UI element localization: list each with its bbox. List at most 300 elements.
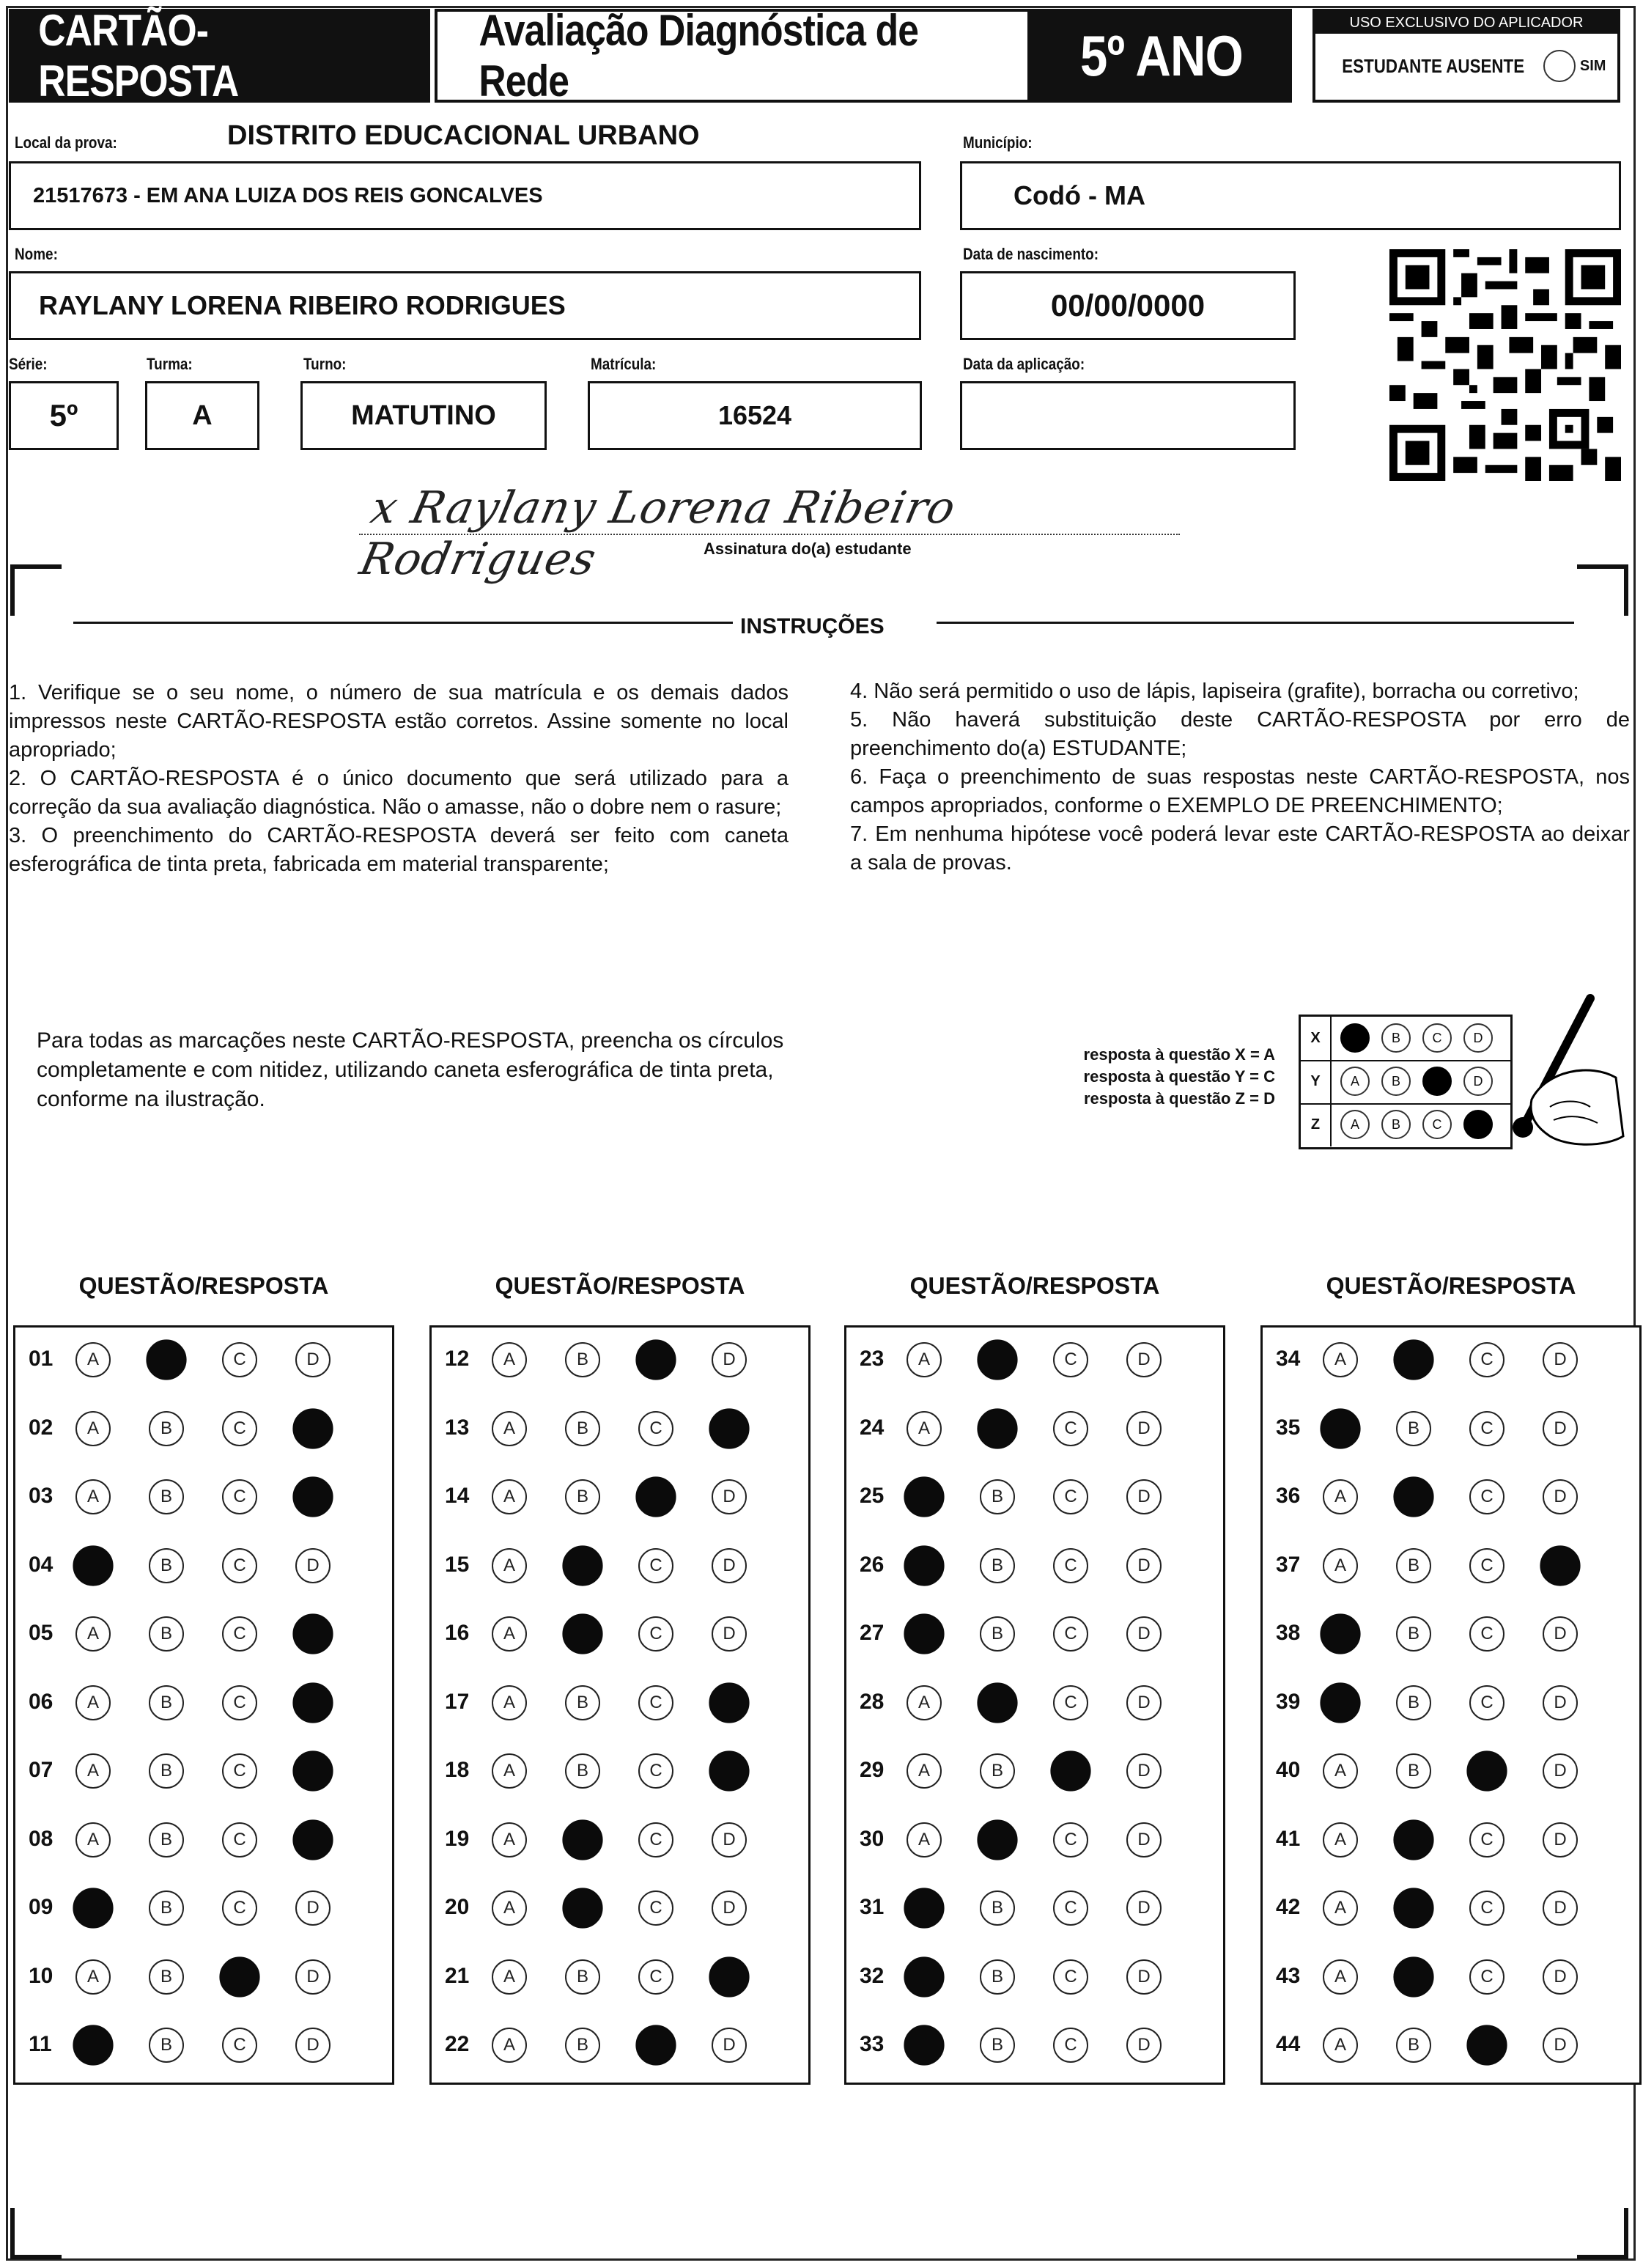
corner-mark-bottom-left — [10, 2208, 62, 2259]
answer-bubble[interactable] — [635, 1339, 676, 1380]
answer-bubble[interactable]: C — [1469, 1822, 1504, 1858]
answer-bubble[interactable] — [635, 1476, 676, 1517]
answer-bubble[interactable]: D — [1543, 1685, 1578, 1720]
question-row — [1263, 1544, 1639, 1588]
answer-bubble[interactable]: D — [712, 1822, 747, 1858]
question-row — [15, 1544, 392, 1588]
answer-bubble[interactable]: D — [712, 2028, 747, 2063]
answer-bubble[interactable]: C — [1469, 1959, 1504, 1995]
question-row — [15, 1612, 392, 1656]
answer-bubble[interactable] — [635, 2025, 676, 2065]
answer-bubble[interactable]: B — [980, 1548, 1015, 1583]
nome-field — [9, 271, 921, 340]
answer-bubble[interactable]: D — [295, 2028, 331, 2063]
answer-bubble[interactable]: D — [1543, 1342, 1578, 1377]
answer-bubble[interactable]: D — [1543, 1753, 1578, 1789]
hand-pen-icon — [1480, 990, 1627, 1158]
example-bubble: A — [1340, 1110, 1370, 1139]
question-number: 20 — [445, 1895, 470, 1919]
answer-bubble[interactable] — [146, 1339, 186, 1380]
answer-bubble[interactable]: C — [1469, 1548, 1504, 1583]
answer-bubble[interactable] — [73, 1888, 113, 1928]
corner-mark-top-left — [10, 564, 62, 616]
answer-bubble[interactable] — [977, 1819, 1017, 1860]
question-row — [846, 1749, 1223, 1793]
example-row-label: Z — [1301, 1103, 1332, 1146]
answer-bubble[interactable]: C — [1053, 1822, 1088, 1858]
qr-code — [1389, 249, 1621, 481]
answer-bubble[interactable]: B — [565, 1411, 600, 1446]
answer-bubble[interactable] — [292, 1613, 333, 1654]
answer-bubble[interactable]: B — [565, 2028, 600, 2063]
answer-bubble[interactable]: C — [222, 1411, 257, 1446]
answer-bubble[interactable]: C — [638, 1890, 673, 1926]
question-row — [846, 1544, 1223, 1588]
example-bubble: D — [1463, 1067, 1493, 1096]
answer-bubble[interactable]: C — [1053, 1959, 1088, 1995]
instruction-7: 7. Em nenhuma hipótese você poderá levar este CARTÃO-RESPOSTA ao deixar a sala de provas. — [850, 822, 1630, 875]
nome-label: Nome: — [15, 245, 58, 263]
question-number: 02 — [29, 1415, 53, 1440]
question-row — [15, 2023, 392, 2067]
instructions-title: INSTRUÇÕES — [740, 614, 885, 638]
answer-bubble[interactable] — [562, 1545, 602, 1586]
question-number: 21 — [445, 1963, 470, 1988]
question-row — [846, 1681, 1223, 1725]
exam-title-text: Avaliação Diagnóstica de Rede — [479, 6, 919, 106]
question-number: 38 — [1276, 1621, 1301, 1645]
question-row — [15, 1749, 392, 1793]
question-row — [15, 1338, 392, 1382]
instructions-right — [850, 677, 1630, 877]
answer-bubble[interactable]: D — [1126, 1685, 1162, 1720]
question-row — [846, 1407, 1223, 1451]
question-row — [1263, 1886, 1639, 1930]
absent-label: ESTUDANTE AUSENTE — [1341, 54, 1524, 77]
answer-bubble[interactable]: C — [222, 1822, 257, 1858]
answer-bubble[interactable]: C — [1053, 1342, 1088, 1377]
answer-bubble[interactable]: B — [149, 1685, 184, 1720]
answer-bubble[interactable]: A — [75, 1411, 111, 1446]
answer-bubble[interactable] — [977, 1339, 1017, 1380]
answer-bubble[interactable]: D — [295, 1890, 331, 1926]
answer-bubble[interactable] — [1320, 1408, 1360, 1448]
answer-bubble[interactable]: D — [295, 1342, 331, 1377]
question-number: 17 — [445, 1689, 470, 1714]
answer-bubble[interactable] — [709, 1408, 749, 1448]
answer-bubble[interactable] — [73, 1545, 113, 1586]
answer-bubble[interactable] — [219, 1956, 259, 1997]
question-row — [15, 1475, 392, 1519]
answer-bubble[interactable]: D — [1126, 1411, 1162, 1446]
answer-bubble[interactable]: C — [222, 1616, 257, 1652]
answer-bubble[interactable]: C — [222, 1342, 257, 1377]
answer-bubble[interactable]: D — [712, 1548, 747, 1583]
answer-bubble[interactable]: D — [1126, 1616, 1162, 1652]
answer-bubble[interactable]: C — [638, 1753, 673, 1789]
answer-bubble[interactable] — [1393, 1956, 1433, 1997]
answer-bubble[interactable]: B — [149, 1548, 184, 1583]
answer-bubble[interactable]: B — [149, 1959, 184, 1995]
question-number: 19 — [445, 1826, 470, 1851]
aplicacao-field — [960, 381, 1296, 450]
answer-bubble[interactable]: D — [1543, 2028, 1578, 2063]
answer-bubble[interactable]: A — [492, 1685, 527, 1720]
answer-bubble[interactable]: A — [1323, 1822, 1358, 1858]
question-number: 44 — [1276, 2032, 1301, 2056]
answer-bubble[interactable]: D — [1126, 1959, 1162, 1995]
answer-bubble[interactable]: D — [1126, 1753, 1162, 1789]
answer-bubble[interactable]: A — [492, 1411, 527, 1446]
answer-bubble[interactable]: D — [1126, 1548, 1162, 1583]
answer-bubble[interactable]: C — [1053, 1548, 1088, 1583]
question-row — [846, 1886, 1223, 1930]
instruction-5: 5. Não haverá substituição deste CARTÃO-RESPOSTA por erro de preenchimento do(a) ESTUDANTE; — [850, 708, 1630, 760]
answer-bubble[interactable]: B — [980, 1479, 1015, 1514]
answer-bubble[interactable] — [904, 2025, 944, 2065]
answer-bubble[interactable]: D — [712, 1890, 747, 1926]
answer-bubble[interactable]: D — [712, 1479, 747, 1514]
question-row — [432, 1612, 808, 1656]
question-number: 33 — [860, 2032, 885, 2056]
column-header: QUESTÃO/RESPOSTA — [909, 1273, 1160, 1299]
answer-bubble[interactable]: D — [1126, 1342, 1162, 1377]
matricula-label: Matrícula: — [591, 355, 657, 373]
example-bubble: A — [1340, 1067, 1370, 1096]
legend-y: resposta à questão Y = C — [1083, 1067, 1275, 1086]
serie-value: 5º — [49, 398, 78, 432]
answer-bubble[interactable]: C — [638, 1685, 673, 1720]
answer-bubble[interactable]: A — [1323, 1753, 1358, 1789]
answer-bubble[interactable]: D — [1543, 1959, 1578, 1995]
example-legend — [1033, 1044, 1275, 1110]
answer-bubble[interactable]: B — [1396, 1411, 1431, 1446]
answer-bubble[interactable]: C — [638, 1959, 673, 1995]
answer-bubble[interactable]: C — [222, 1890, 257, 1926]
answer-bubble[interactable] — [1050, 1750, 1090, 1791]
answer-bubble[interactable]: D — [1126, 1822, 1162, 1858]
answer-bubble[interactable]: D — [1543, 1479, 1578, 1514]
answer-bubble[interactable]: B — [565, 1753, 600, 1789]
answer-bubble[interactable]: A — [75, 1342, 111, 1377]
municipio-field — [960, 161, 1621, 230]
answer-bubble[interactable] — [1393, 1888, 1433, 1928]
answer-bubble[interactable] — [904, 1888, 944, 1928]
answer-bubble[interactable]: C — [638, 1822, 673, 1858]
school-value: 21517673 - EM ANA LUIZA DOS REIS GONCALVES — [33, 183, 543, 207]
answer-bubble[interactable] — [292, 1682, 333, 1723]
question-row — [1263, 1681, 1639, 1725]
answer-bubble[interactable]: C — [1469, 1342, 1504, 1377]
answer-bubble[interactable]: A — [75, 1479, 111, 1514]
answer-bubble[interactable] — [1466, 1750, 1507, 1791]
example-row-label: X — [1301, 1017, 1332, 1060]
answer-bubble[interactable]: B — [565, 1959, 600, 1995]
question-number: 34 — [1276, 1347, 1301, 1371]
answer-bubble[interactable] — [292, 1476, 333, 1517]
question-row — [432, 1886, 808, 1930]
municipio-value: Codó - MA — [1014, 180, 1145, 210]
answer-bubble[interactable] — [1466, 2025, 1507, 2065]
question-number: 28 — [860, 1689, 885, 1714]
question-row — [1263, 1475, 1639, 1519]
answer-bubble[interactable]: B — [565, 1342, 600, 1377]
answer-bubble[interactable]: B — [1396, 1616, 1431, 1652]
question-number: 08 — [29, 1826, 53, 1851]
question-row — [1263, 1612, 1639, 1656]
answer-column — [844, 1325, 1225, 2085]
answer-bubble[interactable]: C — [222, 1548, 257, 1583]
question-row — [432, 1681, 808, 1725]
answer-bubble[interactable]: D — [1543, 1411, 1578, 1446]
question-number: 05 — [29, 1621, 53, 1645]
answer-bubble[interactable]: B — [980, 1890, 1015, 1926]
answer-bubble[interactable]: C — [1053, 2028, 1088, 2063]
answer-bubble[interactable]: A — [907, 1685, 942, 1720]
answer-bubble[interactable] — [1540, 1545, 1580, 1586]
turma-field — [145, 381, 259, 450]
answer-bubble[interactable]: C — [638, 1548, 673, 1583]
serie-label: Série: — [9, 355, 48, 373]
question-row — [846, 2023, 1223, 2067]
question-row — [846, 1818, 1223, 1862]
answer-bubble[interactable]: C — [1053, 1616, 1088, 1652]
question-number: 42 — [1276, 1895, 1301, 1919]
answer-bubble[interactable] — [1393, 1476, 1433, 1517]
answer-bubble[interactable] — [904, 1545, 944, 1586]
nascimento-label: Data de nascimento: — [963, 245, 1099, 263]
answer-bubble[interactable]: D — [295, 1548, 331, 1583]
question-number: 29 — [860, 1758, 885, 1782]
question-row — [1263, 1955, 1639, 1999]
answer-bubble[interactable] — [1320, 1613, 1360, 1654]
answer-bubble[interactable]: B — [1396, 1685, 1431, 1720]
answer-bubble[interactable]: D — [1543, 1616, 1578, 1652]
answer-bubble[interactable] — [1393, 1819, 1433, 1860]
answer-bubble[interactable] — [562, 1888, 602, 1928]
answer-bubble[interactable]: C — [1053, 1479, 1088, 1514]
question-number: 37 — [1276, 1552, 1301, 1577]
answer-bubble[interactable]: B — [980, 2028, 1015, 2063]
answer-bubble[interactable]: D — [1126, 2028, 1162, 2063]
turno-label: Turno: — [303, 355, 347, 373]
answer-bubble[interactable] — [977, 1682, 1017, 1723]
answer-bubble[interactable]: A — [492, 1548, 527, 1583]
answer-bubble[interactable]: B — [149, 1479, 184, 1514]
answer-bubble[interactable]: A — [492, 1890, 527, 1926]
answer-bubble[interactable]: B — [149, 1822, 184, 1858]
divider-right — [937, 622, 1574, 624]
answer-bubble[interactable]: C — [1053, 1411, 1088, 1446]
answer-bubble[interactable]: A — [492, 1822, 527, 1858]
question-number: 31 — [860, 1895, 885, 1919]
answer-bubble[interactable] — [292, 1819, 333, 1860]
answer-bubble[interactable]: B — [149, 1753, 184, 1789]
example-row — [1301, 1103, 1510, 1146]
answer-bubble[interactable] — [562, 1613, 602, 1654]
answer-bubble[interactable] — [73, 2025, 113, 2065]
answer-bubble[interactable]: B — [149, 1616, 184, 1652]
answer-bubble[interactable]: B — [149, 2028, 184, 2063]
question-number: 32 — [860, 1963, 885, 1988]
answer-bubble[interactable]: B — [565, 1685, 600, 1720]
answer-bubble[interactable] — [904, 1613, 944, 1654]
answer-bubble[interactable]: C — [1469, 1890, 1504, 1926]
answer-bubble[interactable]: C — [222, 1753, 257, 1789]
question-number: 11 — [29, 2032, 52, 2056]
answer-bubble[interactable]: D — [712, 1616, 747, 1652]
grade-text: 5º ANO — [1079, 23, 1243, 88]
answer-bubble[interactable]: B — [149, 1890, 184, 1926]
instructions-left — [9, 679, 789, 879]
instruction-3: 3. O preenchimento do CARTÃO-RESPOSTA deverá ser feito com caneta esferográfica de tinta preta, fabricada em material transparente; — [9, 824, 789, 876]
question-row — [1263, 2023, 1639, 2067]
question-row — [15, 1681, 392, 1725]
applicator-box — [1312, 9, 1620, 103]
question-row — [432, 1338, 808, 1382]
absent-checkbox[interactable] — [1543, 50, 1576, 82]
answer-bubble[interactable]: A — [492, 1959, 527, 1995]
question-number: 30 — [860, 1826, 885, 1851]
turma-label: Turma: — [147, 355, 193, 373]
example-bubble — [1340, 1023, 1370, 1053]
applicator-label: USO EXCLUSIVO DO APLICADOR — [1315, 12, 1617, 34]
answer-bubble[interactable] — [1393, 1339, 1433, 1380]
answer-bubble[interactable]: A — [1323, 1890, 1358, 1926]
question-row — [1263, 1749, 1639, 1793]
answer-bubble[interactable]: A — [75, 1616, 111, 1652]
question-row — [15, 1886, 392, 1930]
answer-bubble[interactable]: B — [1396, 1548, 1431, 1583]
aplicacao-label: Data da aplicação: — [963, 355, 1085, 373]
question-number: 12 — [445, 1347, 470, 1371]
answer-bubble[interactable] — [292, 1408, 333, 1448]
answer-bubble[interactable]: A — [75, 1685, 111, 1720]
nascimento-field — [960, 271, 1296, 340]
question-row — [1263, 1818, 1639, 1862]
example-row — [1301, 1060, 1510, 1105]
exam-title — [435, 6, 1030, 106]
legend-x: resposta à questão X = A — [1083, 1045, 1275, 1064]
answer-bubble[interactable]: A — [492, 2028, 527, 2063]
question-number: 22 — [445, 2032, 470, 2056]
turno-value: MATUTINO — [351, 400, 496, 431]
question-number: 06 — [29, 1689, 53, 1714]
answer-bubble[interactable] — [709, 1682, 749, 1723]
example-bubble: B — [1381, 1110, 1411, 1139]
answer-bubble[interactable] — [292, 1750, 333, 1791]
question-number: 09 — [29, 1895, 53, 1919]
answer-bubble[interactable]: B — [980, 1959, 1015, 1995]
fill-note: Para todas as marcações neste CARTÃO-RESPOSTA, preencha os círculos completamente e com nitidez, utilizando caneta esferográfica de tinta preta, conforme na ilustração. — [37, 1028, 784, 1111]
answer-bubble[interactable]: A — [1323, 1548, 1358, 1583]
divider-left — [73, 622, 733, 624]
answer-bubble[interactable]: C — [638, 1411, 673, 1446]
answer-bubble[interactable]: D — [1543, 1822, 1578, 1858]
local-label: Local da prova: — [15, 133, 117, 152]
answer-bubble[interactable]: B — [1396, 1753, 1431, 1789]
answer-bubble[interactable]: B — [980, 1753, 1015, 1789]
answer-bubble[interactable]: C — [1053, 1685, 1088, 1720]
answer-bubble[interactable] — [1320, 1682, 1360, 1723]
answer-bubble[interactable]: C — [1469, 1479, 1504, 1514]
answer-bubble[interactable] — [562, 1819, 602, 1860]
answer-bubble[interactable] — [977, 1408, 1017, 1448]
question-number: 04 — [29, 1552, 53, 1577]
question-row — [15, 1407, 392, 1451]
answer-bubble[interactable]: C — [1469, 1685, 1504, 1720]
nome-value: RAYLANY LORENA RIBEIRO RODRIGUES — [39, 290, 566, 320]
answer-bubble[interactable]: A — [75, 1822, 111, 1858]
signature-label: Assinatura do(a) estudante — [704, 540, 912, 558]
question-number: 07 — [29, 1758, 53, 1782]
answer-bubble[interactable]: C — [638, 1616, 673, 1652]
answer-bubble[interactable]: B — [565, 1479, 600, 1514]
nascimento-value: 00/00/0000 — [1050, 288, 1206, 323]
answer-bubble[interactable]: D — [1126, 1479, 1162, 1514]
answer-bubble[interactable]: A — [492, 1753, 527, 1789]
answer-bubble[interactable]: C — [1469, 1616, 1504, 1652]
answer-bubble[interactable]: C — [222, 2028, 257, 2063]
answer-bubble[interactable]: C — [1053, 1890, 1088, 1926]
question-row — [1263, 1407, 1639, 1451]
answer-bubble[interactable]: A — [492, 1479, 527, 1514]
answer-bubble[interactable]: A — [907, 1411, 942, 1446]
answer-bubble[interactable]: D — [712, 1342, 747, 1377]
column-header: QUESTÃO/RESPOSTA — [495, 1273, 745, 1299]
answer-bubble[interactable]: D — [1126, 1890, 1162, 1926]
school-field — [9, 161, 921, 230]
answer-bubble[interactable]: B — [149, 1411, 184, 1446]
answer-bubble[interactable]: A — [907, 1342, 942, 1377]
instruction-4: 4. Não será permitido o uso de lápis, lapiseira (grafite), borracha ou corretivo; — [850, 680, 1579, 703]
column-header: QUESTÃO/RESPOSTA — [1326, 1273, 1576, 1299]
answer-bubble[interactable]: A — [75, 1753, 111, 1789]
answer-bubble[interactable]: A — [907, 1753, 942, 1789]
answer-bubble[interactable]: A — [492, 1616, 527, 1652]
answer-bubble[interactable]: A — [1323, 1959, 1358, 1995]
answer-bubble[interactable]: D — [295, 1959, 331, 1995]
answer-bubble[interactable] — [709, 1956, 749, 1997]
answer-bubble[interactable]: A — [492, 1342, 527, 1377]
answer-bubble[interactable] — [904, 1956, 944, 1997]
question-row — [432, 1749, 808, 1793]
answer-bubble[interactable]: A — [75, 1959, 111, 1995]
answer-bubble[interactable]: A — [907, 1822, 942, 1858]
question-row — [846, 1955, 1223, 1999]
answer-column — [13, 1325, 394, 2085]
answer-bubble[interactable]: C — [222, 1479, 257, 1514]
answer-bubble[interactable]: B — [980, 1616, 1015, 1652]
question-number: 41 — [1276, 1826, 1301, 1851]
grade-badge — [1030, 9, 1292, 103]
question-number: 35 — [1276, 1415, 1301, 1440]
answer-bubble[interactable]: D — [1543, 1890, 1578, 1926]
question-number: 10 — [29, 1963, 53, 1988]
answer-bubble[interactable]: A — [1323, 1479, 1358, 1514]
answer-bubble[interactable]: A — [1323, 2028, 1358, 2063]
answer-bubble[interactable]: A — [1323, 1342, 1358, 1377]
district: DISTRITO EDUCACIONAL URBANO — [227, 120, 700, 151]
answer-bubble[interactable]: C — [1469, 1411, 1504, 1446]
question-number: 16 — [445, 1621, 470, 1645]
question-row — [432, 2023, 808, 2067]
answer-bubble[interactable]: B — [1396, 2028, 1431, 2063]
question-row — [846, 1475, 1223, 1519]
answer-bubble[interactable] — [709, 1750, 749, 1791]
answer-bubble[interactable]: C — [222, 1685, 257, 1720]
answer-bubble[interactable] — [904, 1476, 944, 1517]
